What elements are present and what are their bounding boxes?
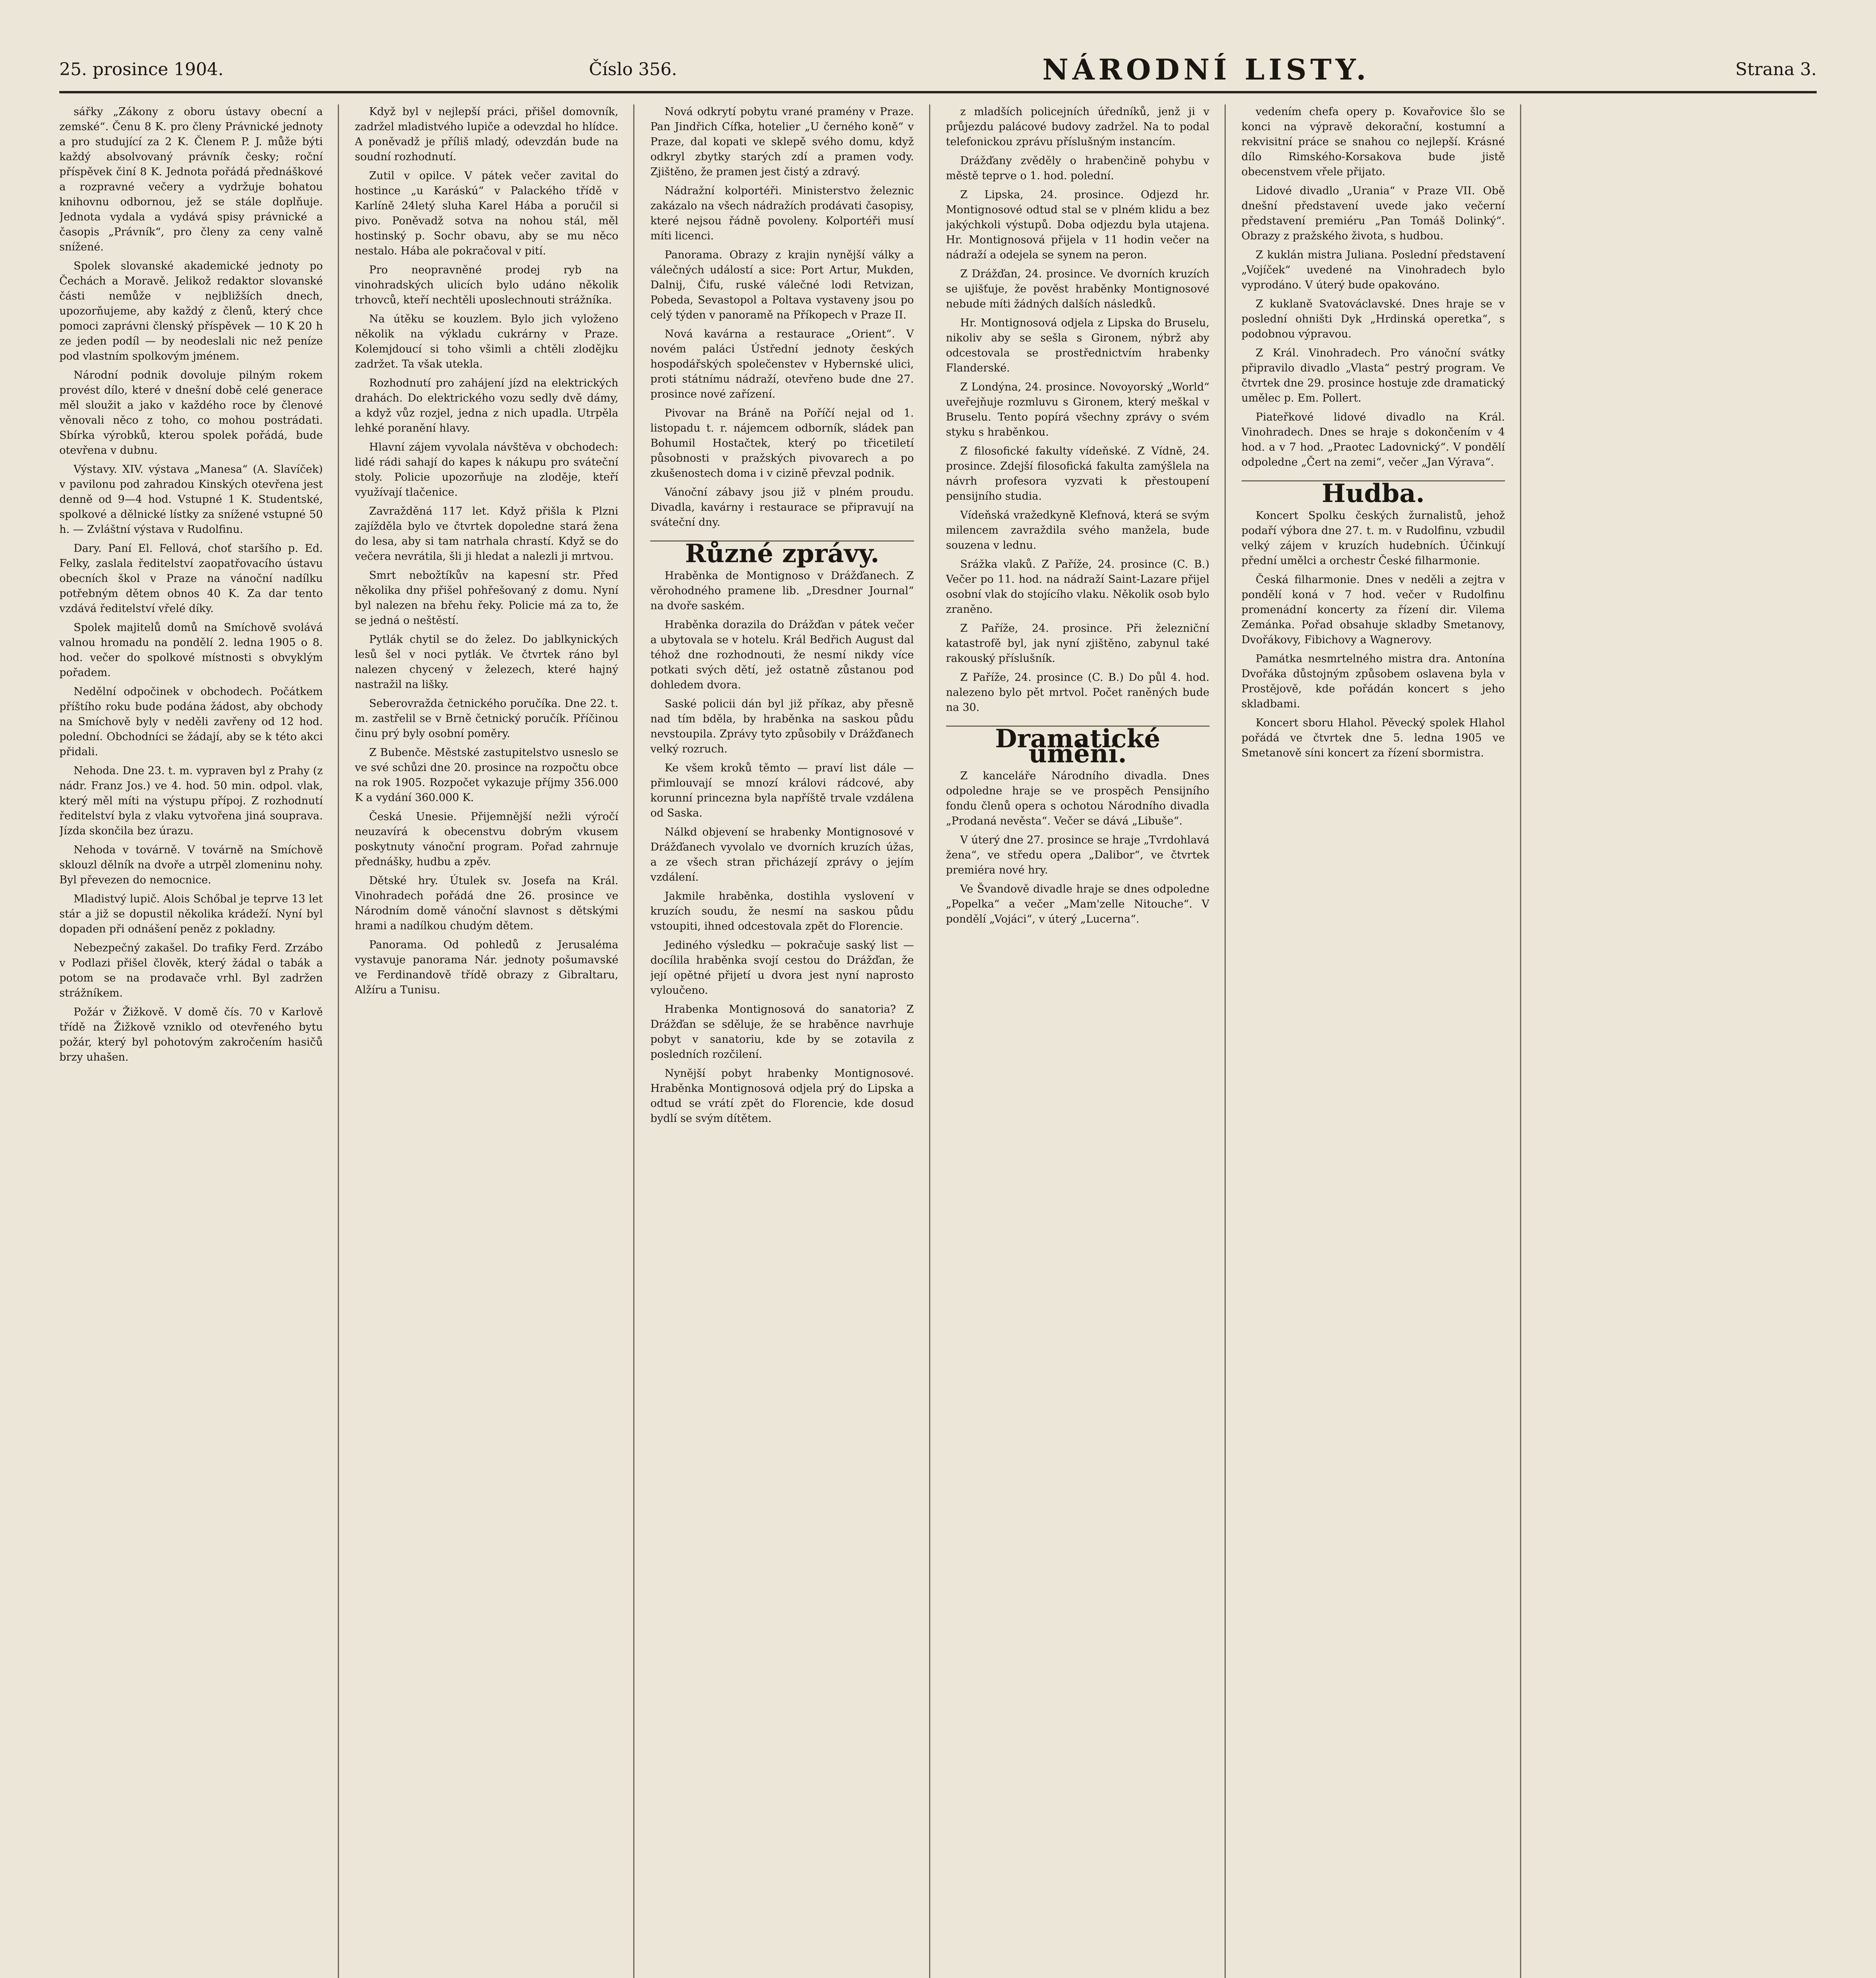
article-paragraph: Česká Unesie. Přijemnější nežli výročí neuzavírá k obecenstvu dobrým vkusem poskytnuty vánoční program. Pořad zahrnuje přednášky, hudbu a zpěv. [355,811,619,868]
article-paragraph: sářky „Zákony z oboru ústavy obecní a zemské“. Čenu 8 K. pro členy Právnické jednoty a pro studující za 2 K. Členem P. J. může býti každý absolvovaný právník česky; roční příspěvek činí 8 K. Jednota pořádá přednáškové a rozpravné večery a vydržuje bohatou knihovnu odbornou, jež se stále doplňuje. Jednota vydala a vydává spisy právnické a časopis „Právník“, pro členy za ceny valně snížené. [59,106,323,253]
page-number: Strana 3. [1735,59,1817,80]
issue-date: 25. prosince 1904. [59,59,224,80]
article-paragraph: Z Londýna, 24. prosince. Novoyorský „World“ uveřejňuje rozmluvu s Gironem, který meškal v Bruselu. Tento popírá všechny zprávy o svém styku s hraběnkou. [946,381,1210,438]
article-paragraph: Česká filharmonie. Dnes v neděli a zejtra v pondělí koná v 7 hod. večer v Rudolfinu promenádní koncerty za řízení dir. Vilema Zemánka. Pořad obsahuje skladby Smetanovy, Dvořákovy, Fibichovy a Wagnerovy. [1241,574,1505,646]
article-paragraph: Rozhodnutí pro zahájení jízd na elektrických drahách. Do elektrického vozu sedly dvě dámy, a když vůz rozjel, jedna z nich upadla. Utrpěla lehké poranění hlavy. [355,377,619,434]
section-heading: Hudba. [1242,480,1505,501]
article-paragraph: Hr. Montignosová odjela z Lipska do Bruselu, nikoliv aby se sešla s Gironem, nýbrž aby odcestovala se prostřednictvím hrabenky Flanderské. [946,317,1210,374]
column-2 [355,104,634,1978]
section-heading: Dramatické umění. [946,726,1210,762]
article-paragraph: Požár v Žižkově. V domě čís. 70 v Karlově třídě na Žižkově vzniklo od otevřeného bytu požár, který byl pohotovým zakročením hasičů brzy uhašen. [59,1006,323,1063]
issue-number: Číslo 356. [589,59,677,80]
article-paragraph: Dětské hry. Útulek sv. Josefa na Král. Vinohradech pořádá dne 26. prosince ve Národním domě vánoční slavnost s dětskými hrami a nadílkou chudým dětem. [355,875,619,932]
section-heading: Různé zprávy. [650,540,914,561]
article-paragraph: Z Lipska, 24. prosince. Odjezd hr. Montignosové odtud stal se v plném klidu a bez jakýchkoli výstupů. Doba odjezdu byla utajena. Hr. Montignosová přijela v 11 hodin večer na nádraží a odejela se synem na peron. [946,189,1210,261]
column-4 [946,104,1226,1978]
newspaper-title: NÁRODNÍ LISTY. [1042,52,1370,86]
article-paragraph: Panorama. Obrazy z krajin nynější války a válečných událostí a sice: Port Artur, Mukden, Dalnij, Čifu, ruské válečné lodi Retvizan, Pobeda, Sevastopol a Poltava vystaveny jsou po celý týden v panoramě na Příkopech v Praze II. [650,249,914,321]
article-paragraph: Z kanceláře Národního divadla. Dnes odpoledne hraje se ve prospěch Pensijního fondu členů opera s ochotou Národního divadla „Prodaná nevěsta“. Večer se dává „Libuše“. [946,770,1210,827]
article-paragraph: Ke všem kroků těmto — praví list dále — přimlouvají se mnozí královi rádcové, aby korunní princezna byla napříště trvale vzdálena od Saska. [650,762,914,819]
article-paragraph: V úterý dne 27. prosince se hraje „Tvrdohlavá žena“, ve středu opera „Dalibor“, ve čtvrtek premiéra nové hry. [946,834,1210,876]
article-paragraph: Mladistvý lupič. Alois Schőbal je teprve 13 let stár a již se dopustil několika krádeží. Nyní byl dopaden při odnášení peněz z pokladny. [59,893,323,935]
article-paragraph: Koncert Spolku českých žurnalistů, jehož podaří výbora dne 27. t. m. v Rudolfinu, vzbudil velký zájem v kruzích hudebních. Účinkují přední umělci a orchestr České filharmonie. [1241,510,1505,567]
article-paragraph: Z Bubenče. Městské zastupitelstvo usneslo se ve své schůzi dne 20. prosince na rozpočtu obce na rok 1905. Rozpočet vykazuje příjmy 356.000 K a vydání 360.000 K. [355,746,619,804]
column-3 [650,104,930,1978]
article-paragraph: Památka nesmrtelného mistra dra. Antonína Dvořáka důstojným způsobem oslavena byla v Prostějově, kde pořádán koncert s jeho skladbami. [1241,653,1505,710]
article-paragraph: Nehoda. Dne 23. t. m. vypraven byl z Prahy (z nádr. Franz Jos.) ve 4. hod. 50 min. odpol. vlak, který měl míti na výstupu přípoj. Z rozhodnutí ředitelství byla z vlaku vytvořena jiná souprava. Jízda skončila bez úrazu. [59,765,323,837]
article-paragraph: Saské policii dán byl již příkaz, aby přesně nad tím bděla, by hraběnka na saskou půdu nevstoupila. Zprávy tyto způsobily v Drážďanech velký rozruch. [650,698,914,755]
article-paragraph: Pro neopravněné prodej ryb na vinohradských ulicích bylo udáno několik trhovců, kteří nechtěli uposlechnouti strážníka. [355,264,619,306]
column-6 [1537,104,1817,1978]
article-paragraph: Na útěku se kouzlem. Bylo jich vyloženo několik na výkladu cukrárny v Praze. Kolemjdoucí si toho všimli a chtěli zlodějku zadržet. Ta však utekla. [355,313,619,370]
article-paragraph: vedením chefa opery p. Kovařovice šlo se konci na výpravě dekorační, kostumní a rekvisitní práce se snahou co nejlepší. Krásné dílo Rimského-Korsakova bude jistě obecenstvem vřele přijato. [1241,106,1505,178]
article-paragraph: Když byl v nejlepší práci, přišel domovník, zadržel mladistvého lupiče a odevzdal ho hlídce. A poněvadž je příliš mladý, odevzdán bude na soudní rozhodnutí. [355,106,619,163]
article-paragraph: Z filosofické fakulty vídeňské. Z Vídně, 24. prosince. Zdejší filosofická fakulta zamýšlela na návrh profesora vyzvati k přestoupení pensijního studia. [946,445,1210,502]
article-paragraph: Z Drážďan, 24. prosince. Ve dvorních kruzích se ujišťuje, že pověst hraběnky Montignosové nebude míti žádných dalších následků. [946,268,1210,310]
article-paragraph: Jediného výsledku — pokračuje saský list — docílila hraběnka svojí cestou do Drážďan, že její opětné přijetí u dvora jest nyní naprosto vyloučeno. [650,939,914,997]
column-grid [59,104,1817,1978]
article-paragraph: Lidové divadlo „Urania“ v Praze VII. Obě dnešní představení uvede jako večerní představení premiéru „Pan Tomáš Dolinký“. Obrazy z pražského života, s hudbou. [1241,185,1505,242]
article-paragraph: Z kuklán mistra Juliana. Poslední představení „Vojíček“ uvedené na Vinohradech bylo vyprodáno. V úterý bude opakováno. [1241,249,1505,291]
article-paragraph: Z Paříže, 24. prosince. Při železniční katastrofě byl, jak nyní zjištěno, zabynul také rakouský příslušník. [946,622,1210,665]
article-paragraph: Nálkd objevení se hrabenky Montignosové v Drážďanech vyvolalo ve dvorních kruzích úžas, a ze všech stran přicházejí zprávy o jejím vzdálení. [650,826,914,883]
article-paragraph: Zavražděná 117 let. Když přišla k Plzni zajížděla bylo ve čtvrtek dopoledne stará žena do lesa, aby si tam natrhala chrastí. Když se do večera nevrátila, šli ji hledat a nalezli ji mrtvou. [355,505,619,563]
article-paragraph: Nová odkrytí pobytu vrané pramény v Praze. Pan Jindřich Cífka, hotelier „U černého koně“ v Praze, dal kopati ve sklepě svého domu, když odkryl zbytky starých zdí a pramen vody. Zjištěno, že pramen jest čistý a zdravý. [650,106,914,178]
article-paragraph: Zutil v opilce. V pátek večer zavital do hostince „u Karáskú“ v Palackého třídě v Karlíně 24letý sluha Karel Hába a poručil si pivo. Poněvadž sotva na nohou stál, měl hostinský p. Sochr obavu, aby se mu něco nestalo. Hába ale pokračoval v pití. [355,170,619,257]
article-paragraph: z mladších policejních úředníků, jenž ji v průjezdu palácové budovy zadržel. Na to podal telefonickou zprávu příslušným instancím. [946,106,1210,148]
article-paragraph: Nehoda v továrně. V továrně na Smíchově sklouzl dělník na dvoře a utrpěl zlomeninu nohy. Byl převezen do nemocnice. [59,844,323,886]
article-paragraph: Vánoční zábavy jsou již v plném proudu. Divadla, kavárny i restaurace se připravují na sváteční dny. [650,486,914,529]
article-paragraph: Pivovar na Bráně na Poříčí nejal od 1. listopadu t. r. nájemcem odborník, sládek pan Bohumil Hostačtek, který po třicetiletí působnosti v pražských pivovarech a po zkušenostech doma i v cizině převzal podnik. [650,407,914,479]
article-paragraph: Hlavní zájem vyvolala návštěva v obchodech: lidé rádi sahají do kapes k nákupu pro sváteční stoly. Policie upozorňuje na zloděje, kteří využívají tlačenice. [355,441,619,498]
article-paragraph: Pytlák chytil se do želez. Do jablkynických lesů šel v noci pytlák. Ve čtvrtek ráno byl nalezen chycený v železech, které hajný nastražil na lišky. [355,633,619,691]
article-paragraph: Ve Švandově divadle hraje se dnes odpoledne „Popelka“ a večer „Mam'zelle Nitouche“. V pondělí „Vojáci“, v úterý „Lucerna“. [946,883,1210,925]
article-paragraph: Piateřkové lidové divadlo na Král. Vinohradech. Dnes se hraje s dokončením v 4 hod. a v 7 hod. „Praotec Ladovnický“. V pondělí odpoledne „Čert na zemi“, večer „Jan Výrava“. [1241,411,1505,468]
article-paragraph: Nedělní odpočinek v obchodech. Počátkem příštího roku bude podána žádost, aby obchody na Smíchově byly v neděli zavřeny od 12 hod. polední. Obchodníci se žádají, aby se k této akci přidali. [59,686,323,758]
article-paragraph: Koncert sboru Hlahol. Pěvecký spolek Hlahol pořádá ve čtvrtek dne 5. ledna 1905 ve Smetanově síni koncert za řízení sbormistra. [1241,717,1505,759]
article-paragraph: Jakmile hraběnka, dostihla vyslovení v kruzích soudu, že nesmí na saskou půdu vstoupiti, ihned odcestovala zpět do Florencie. [650,890,914,932]
column-1 [59,104,339,1978]
article-paragraph: Smrt nebožtíkův na kapesní str. Před několika dny přišel pohřešovaný z domu. Nyní byl nalezen na břehu řeky. Policie má za to, že se jedná o neštěstí. [355,569,619,627]
article-paragraph: Drážďany zvěděly o hrabenčině pohybu v městě teprve o 1. hod. polední. [946,155,1210,182]
article-paragraph: Hrabenka Montignosová do sanatoria? Z Drážďan se sděluje, že se hraběnce navrhuje pobyt v sanatoriu, kde by se zotavila z posledních rozčilení. [650,1003,914,1061]
column-5 [1242,104,1521,1978]
article-paragraph: Panorama. Od pohledů z Jerusaléma vystavuje panorama Nár. jednoty pošumavské ve Ferdinandově třídě obrazy z Gibraltaru, Alžíru a Tunisu. [355,939,619,996]
article-paragraph: Nebezpečný zakašel. Do trafiky Ferd. Zrzábo v Podlazi přišel člověk, který žádal o tabák a potom se na prodavače vrhl. Byl zadržen strážníkem. [59,942,323,999]
article-paragraph: Srážka vlaků. Z Paříže, 24. prosince (C. B.) Večer po 11. hod. na nádraží Saint-Lazare přijel osobní vlak do stojícího vlaku. Několik osob bylo zraněno. [946,558,1210,616]
article-paragraph: Z kuklaně Svatováclavské. Dnes hraje se v poslední ohništi Dyk „Hrdinská operetka“, s podobnou výpravou. [1241,298,1505,340]
article-paragraph: Spolek majitelů domů na Smíchově svolává valnou hromadu na pondělí 2. ledna 1905 o 8. hod. večer do spolkové místnosti s obvyklým pořadem. [59,621,323,679]
article-paragraph: Z Král. Vinohradech. Pro vánoční svátky připravilo divadlo „Vlasta“ pestrý program. Ve čtvrtek dne 29. prosince hostuje zde dramatický umělec p. Em. Pollert. [1241,347,1505,404]
article-paragraph: Dary. Paní El. Fellová, choť staršího p. Ed. Felky, zaslala ředitelství zaopatřovacího ústavu obecních škol v Praze na vánoční nadílku potřebným dětem obnos 40 K. Za dar tento vzdává ředitelství vřelé díky. [59,542,323,615]
article-paragraph: Vídeňská vražedkyně Klefnová, která se svým milencem zavraždila svého manžela, bude souzena v lednu. [946,509,1210,551]
article-paragraph: Národní podnik dovoluje pilným rokem provést dílo, které v dnešní době celé generace měl sloužit a jako v každého roce by členové věnovali něco z toho, co mohou postrádati. Sbírka výrobků, kterou spolek pořádá, bude otevřena v dubnu. [59,369,323,457]
article-paragraph: Seberovražda četnického poručíka. Dne 22. t. m. zastřelil se v Brně četnický poručík. Příčinou činu prý byly osobní poměry. [355,697,619,740]
article-paragraph: Výstavy. XIV. výstava „Manesa“ (A. Slavíček) v pavilonu pod zahradou Kinských otevřena jest denně od 9—4 hod. Vstupné 1 K. Studentské, spolkové a dělnické lístky za snížené vstupné 50 h. — Zvláštní výstava v Rudolfinu. [59,463,323,536]
article-paragraph: Nádražní kolportéři. Ministerstvo železnic zakázalo na všech nádražích prodávati časopisy, které nejsou řádně povoleny. Kolportéři musí míti licenci. [650,185,914,242]
article-paragraph: Nová kavárna a restaurace „Orient“. V novém paláci Ústřední jednoty českých hospodářských společenstev v Hybernské ulici, proti státnímu nádraží, otevřeno bude dne 27. prosince nové zařízení. [650,328,914,400]
article-paragraph: Nynější pobyt hrabenky Montignosové. Hraběnka Montignosová odjela prý do Lipska a odtud se vrátí zpět do Florencie, kde dosud bydlí se svým dítětem. [650,1067,914,1125]
article-paragraph: Spolek slovanské akademické jednoty po Čechách a Moravě. Jelikož redaktor slovanské části nemůže v nejbližších dnech, upozorňujeme, aby každý z členů, který chce pomoci zaprávni členský příspěvek — 10 K 20 h ze jeden podíl — by neodeslali nic než peníze pod vlastním spolkovým jménem. [59,260,323,362]
article-paragraph: Hraběnka dorazila do Drážďan v pátek večer a ubytovala se v hotelu. Král Bedřich August dal téhož dne rozhodnouti, že nesmí nikdy více potkati svých dětí, jež ostatně zůstanou pod dohledem dvora. [650,619,914,691]
masthead [59,47,1817,93]
article-paragraph: Z Paříže, 24. prosince (C. B.) Do půl 4. hod. nalezeno bylo pět mrtvol. Počet raněných bude na 30. [946,671,1210,714]
article-paragraph: Hraběnka de Montignoso v Drážďanech. Z věrohodného pramene lib. „Dresdner Journal“ na dvoře saském. [650,570,914,612]
